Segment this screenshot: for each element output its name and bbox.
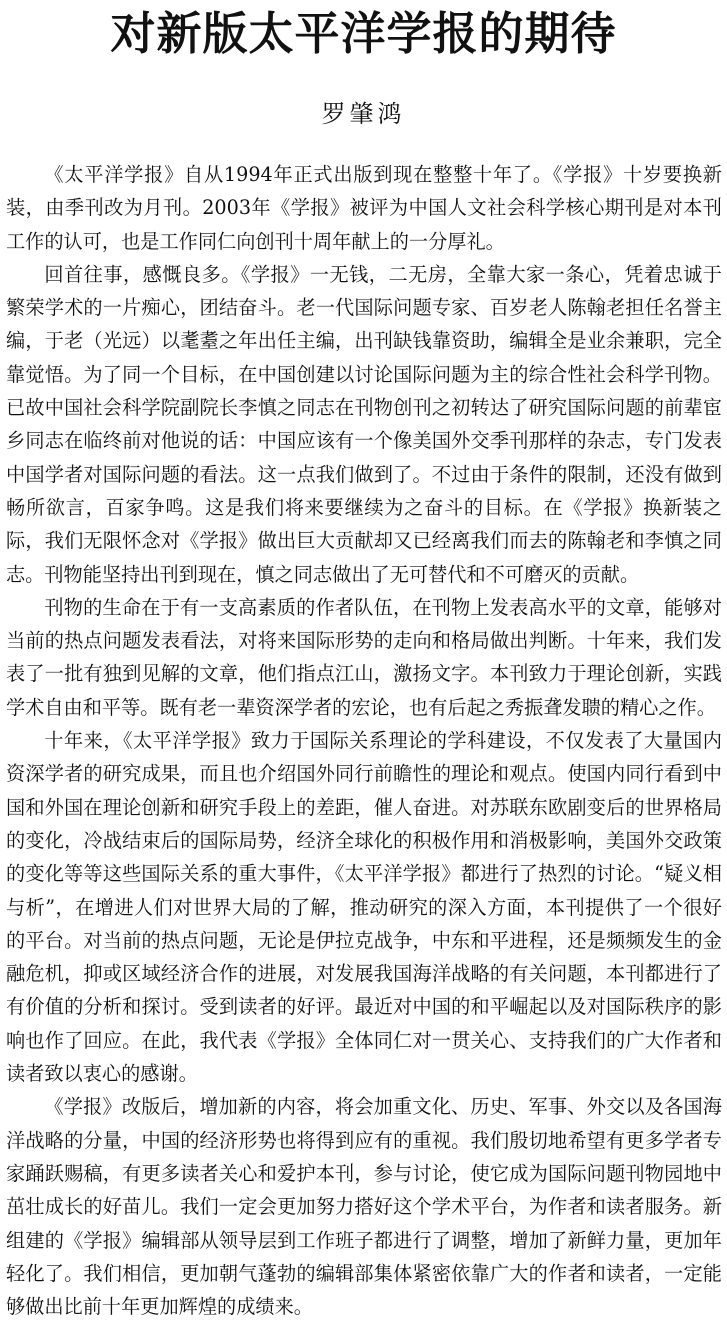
article-body: [6, 158, 722, 1323]
paragraph-3: 刊物的生命在于有一支高素质的作者队伍，在刊物上发表高水平的文章，能够对当前的热点问题发表看法，对将来国际形势的走向和格局做出判断。十年来，我们发表了一批有独到见解的文章，他们指点江山，激扬文字。本刊致力于理论创新，实践学术自由和平等。既有老一辈资深学者的宏论，也有后起之秀振聋发聩的精心之作。: [6, 595, 722, 719]
paragraph-2: 回首往事，感慨良多。《学报》一无钱，二无房，全靠大家一条心，凭着忠诚于繁荣学术的一片痴心，团结奋斗。老一代国际问题专家、百岁老人陈翰老担任名誉主编，于老（光远）以耄耋之年出任主编，出刊缺钱靠资助，编辑全是业余兼职，完全靠觉悟。为了同一个目标，在中国创建以讨论国际问题为主的综合性社会科学刊物。已故中国社会科学院副院长李慎之同志在刊物创刊之初转达了研究国际问题的前辈宦乡同志在临终前对他说的话：中国应该有一个像美国外交季刊那样的杂志，专门发表中国学者对国际问题的看法。这一点我们做到了。不过由于条件的限制，还没有做到畅所欲言，百家争鸣。这是我们将来要继续为之奋斗的目标。在《学报》换新装之际，我们无限怀念对《学报》做出巨大贡献却又已经离我们而去的陈翰老和李慎之同志。刊物能坚持出刊到现在，慎之同志做出了无可替代和不可磨灭的贡献。: [6, 262, 722, 586]
paragraph-4: 十年来，《太平洋学报》致力于国际关系理论的学科建设，不仅发表了大量国内资深学者的研究成果，而且也介绍国外同行前瞻性的理论和观点。使国内同行看到中国和外国在理论创新和研究手段上的差距，催人奋进。对苏联东欧剧变后的世界格局的变化，冷战结束后的国际局势，经济全球化的积极作用和消极影响，美国外交政策的变化等等这些国际关系的重大事件，《太平洋学报》都进行了热烈的讨论。“疑义相与析”，在增进人们对世界大局的了解，推动研究的深入方面，本刊提供了一个很好的平台。对当前的热点问题，无论是伊拉克战争，中东和平进程，还是频频发生的金融危机，抑或区域经济合作的进展，对发展我国海洋战略的有关问题，本刊都进行了有价值的分析和探讨。受到读者的好评。最近对中国的和平崛起以及对国际秩序的影响也作了回应。在此，我代表《学报》全体同仁对一贯关心、支持我们的广大作者和读者致以衷心的感谢。: [6, 729, 722, 1086]
article-title: 对新版太平洋学报的期待: [110, 7, 617, 60]
paragraph-5: 《学报》改版后，增加新的内容，将会加重文化、历史、军事、外交以及各国海洋战略的分量，中国的经济形势也将得到应有的重视。我们殷切地希望有更多学者专家踊跃赐稿，有更多读者关心和爱护本刊，参与讨论，使它成为国际问题刊物园地中茁壮成长的好苗儿。我们一定会更加努力搭好这个学术平台，为作者和读者服务。新组建的《学报》编辑部从领导层到工作班子都进行了调整，增加了新鲜力量，更加年轻化了。我们相信，更加朝气蓬勃的编辑部集体紧密依靠广大的作者和读者，一定能够做出比前十年更加辉煌的成绩来。: [6, 1095, 722, 1319]
paragraph-1: 《太平洋学报》自从1994年正式出版到现在整整十年了。《学报》十岁要换新装，由季刊改为月刊。2003年《学报》被评为中国人文社会科学核心期刊是对本刊工作的认可，也是工作同仁向创刊十周年献上的一分厚礼。: [6, 163, 722, 253]
article-author: 罗肇鸿: [321, 100, 406, 128]
